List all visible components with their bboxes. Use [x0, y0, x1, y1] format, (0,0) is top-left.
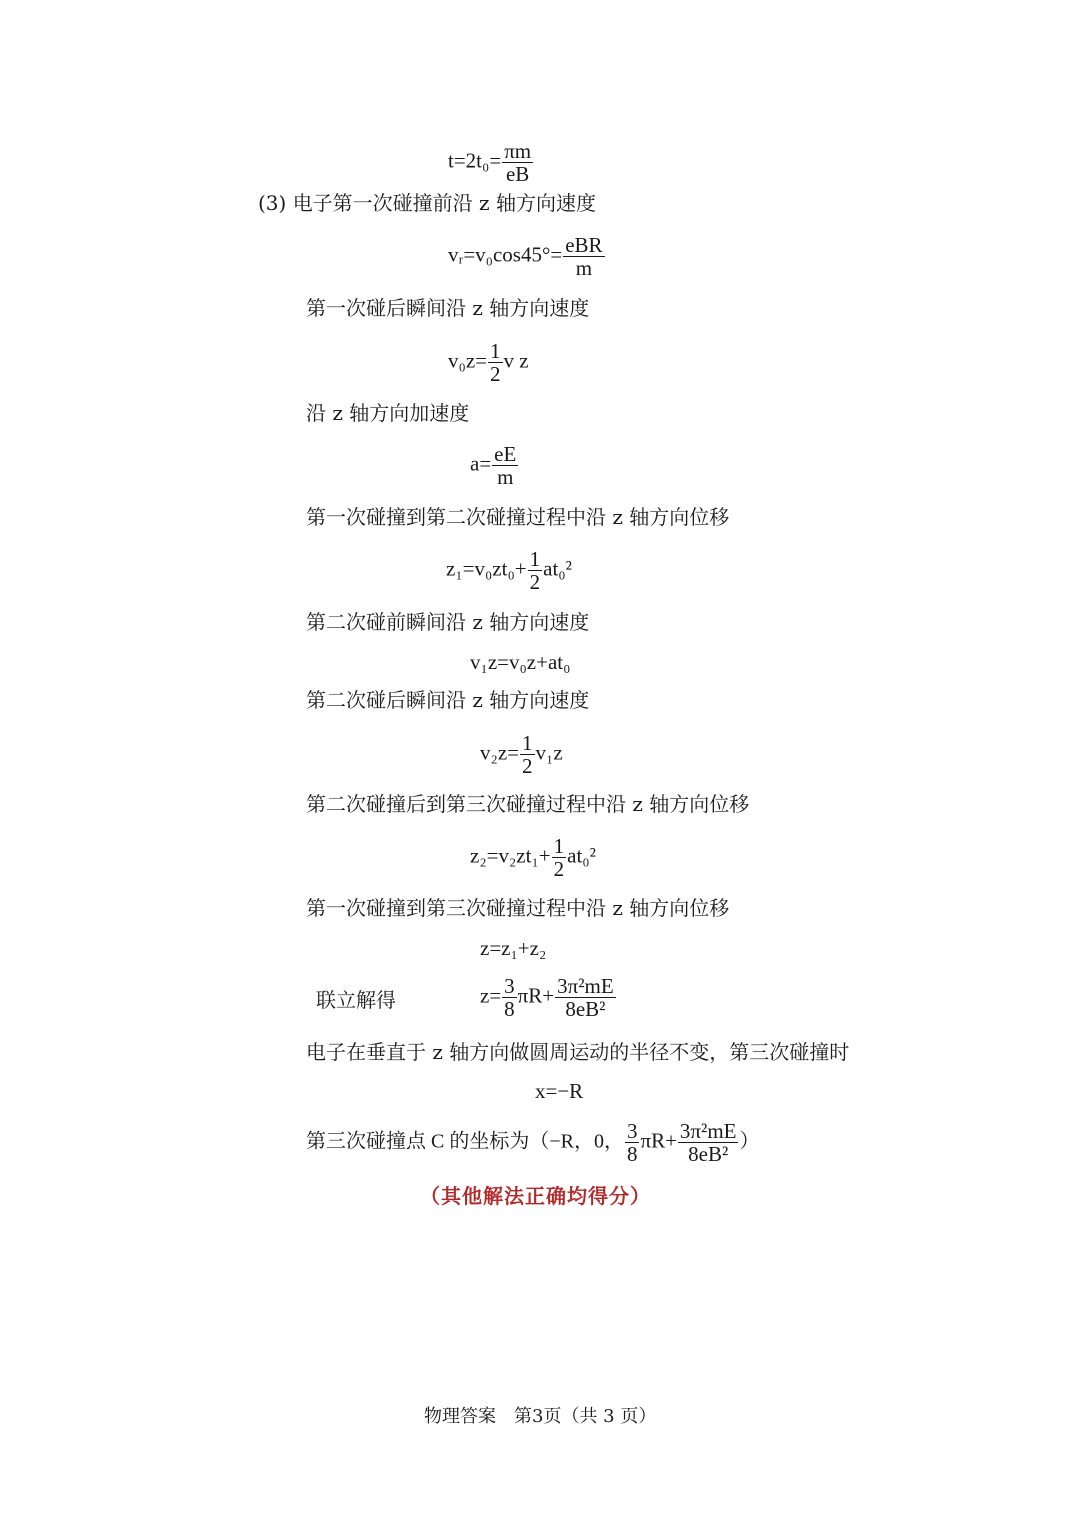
eq-text: z₁=v₀zt₀+	[446, 556, 527, 581]
equation-z-result	[480, 975, 617, 1020]
denominator: 2	[553, 857, 565, 881]
text-line: 第二次碰前瞬间沿 z 轴方向速度	[306, 610, 590, 634]
denominator: m	[563, 256, 604, 279]
eq-text: v₁z	[535, 740, 563, 765]
numerator: 1	[490, 339, 501, 363]
text-line: 第二次碰后瞬间沿 z 轴方向速度	[306, 688, 590, 712]
equation-t	[448, 140, 534, 185]
fraction	[520, 732, 535, 777]
page-footer: 物理答案 第3页（共 3 页）	[424, 1406, 657, 1427]
text-line: 电子在垂直于 z 轴方向做圆周运动的半径不变，第三次碰撞时	[306, 1040, 850, 1064]
numerator: 3	[626, 1119, 638, 1143]
eq-text: z=	[480, 983, 502, 1008]
fraction	[492, 443, 518, 488]
scoring-note: （其他解法正确均得分）	[420, 1184, 651, 1208]
eq-text: vᵣ=v₀cos45°=	[448, 242, 563, 267]
numerator: eBR	[565, 233, 603, 257]
text-line: 第一次碰撞到第三次碰撞过程中沿 z 轴方向位移	[306, 896, 730, 920]
eq-text: v z	[503, 348, 529, 373]
numerator: 3π²mE	[679, 1119, 737, 1143]
numerator: 1	[529, 547, 541, 571]
text-line: 联立解得	[316, 988, 396, 1012]
denominator: 8eB²	[678, 1142, 739, 1165]
section-3-heading: (3) 电子第一次碰撞前沿 z 轴方向速度	[258, 191, 596, 215]
numerator: 1	[522, 731, 533, 755]
equation-v0z	[448, 340, 529, 385]
eq-text: at₀²	[543, 556, 572, 581]
denominator: 2	[522, 754, 533, 778]
equation-vz	[448, 234, 606, 279]
eq-text: πR+	[517, 983, 555, 1008]
equation-x: x=−R	[535, 1079, 584, 1103]
denominator: 2	[529, 570, 541, 594]
equation-z1	[446, 548, 572, 593]
text-line: 第一次碰后瞬间沿 z 轴方向速度	[306, 296, 590, 320]
equation-z2	[470, 835, 596, 880]
numerator: 3π²mE	[557, 974, 614, 998]
denominator: 2	[490, 362, 501, 386]
text-line: 第二次碰撞后到第三次碰撞过程中沿 z 轴方向位移	[306, 792, 750, 816]
denominator: 8	[626, 1142, 638, 1166]
text-line: 沿 z 轴方向加速度	[306, 401, 470, 425]
coordinate-line	[306, 1120, 759, 1165]
eq-text: πR+	[640, 1128, 677, 1153]
eq-text: v₀z=	[448, 348, 487, 373]
fraction	[502, 140, 533, 185]
eq-text: 第三次碰撞点 C 的坐标为（−R，0，	[306, 1130, 624, 1153]
eq-text: at₀²	[567, 843, 596, 868]
text-line: 第一次碰撞到第二次碰撞过程中沿 z 轴方向位移	[306, 505, 730, 529]
eq-text: ）	[739, 1130, 760, 1153]
eq-text: a=	[470, 451, 492, 476]
fraction	[552, 835, 567, 880]
numerator: eE	[494, 442, 517, 466]
denominator: 8	[504, 997, 515, 1021]
fraction	[625, 1120, 640, 1165]
fraction	[528, 548, 543, 593]
numerator: 3	[504, 974, 515, 998]
eq-text: z₂=v₂zt₁+	[470, 843, 551, 868]
fraction	[488, 340, 503, 385]
denominator: eB	[502, 162, 533, 185]
fraction	[563, 234, 604, 279]
fraction	[678, 1120, 739, 1165]
eq-text: t=2t₀=	[448, 148, 502, 173]
numerator: πm	[504, 139, 532, 163]
fraction	[555, 975, 616, 1020]
eq-text: v₂z=	[480, 740, 519, 765]
denominator: m	[492, 465, 518, 488]
equation-v2z	[480, 732, 563, 777]
fraction	[502, 975, 517, 1020]
denominator: 8eB²	[555, 997, 616, 1020]
equation-z-sum: z=z₁+z₂	[480, 936, 547, 960]
equation-v1z: v₁z=v₀z+at₀	[470, 650, 571, 674]
numerator: 1	[553, 834, 565, 858]
equation-a	[470, 443, 519, 488]
